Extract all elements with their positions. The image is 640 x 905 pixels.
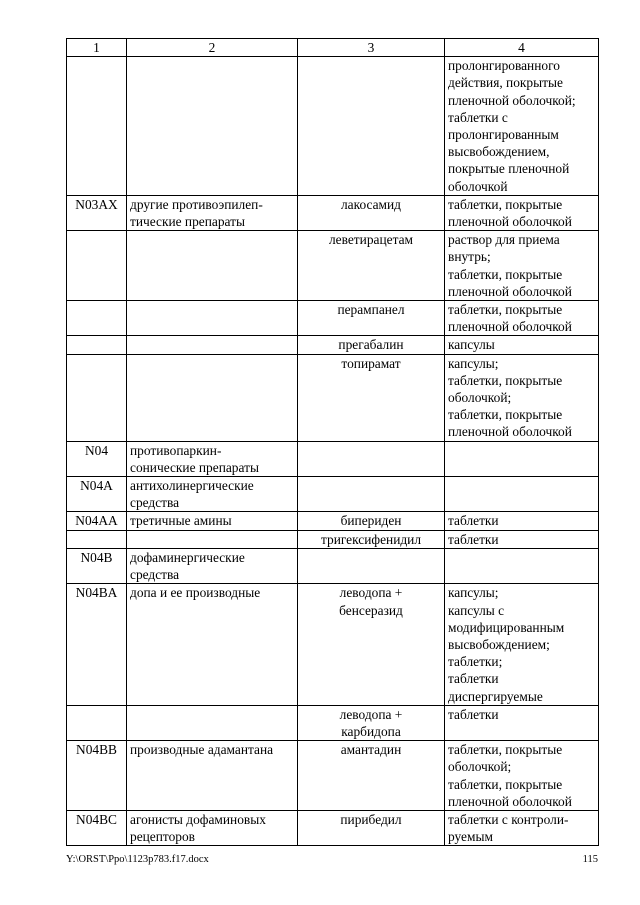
atc-code-cell bbox=[67, 354, 127, 441]
cell-line: пленочной оболочкой bbox=[448, 319, 572, 335]
cell-line: таблетки, покрытые bbox=[448, 196, 563, 212]
cell-line: антихолинергические bbox=[130, 478, 254, 494]
cell-line: леводопа + bbox=[339, 706, 403, 722]
atc-code-cell bbox=[67, 477, 127, 512]
drug-name-cell bbox=[298, 512, 445, 530]
cell-line: таблетки bbox=[448, 671, 499, 687]
cell-line: прегабалин bbox=[338, 337, 404, 353]
cell-line: сонические препараты bbox=[130, 459, 259, 475]
cell-line: действия, покрытые bbox=[448, 75, 563, 91]
cell-line: пленочной оболочкой bbox=[448, 214, 572, 230]
cell-line: таблетки, покрытые bbox=[448, 302, 563, 318]
group-name-cell bbox=[127, 512, 298, 530]
cell-line: пролонгированного bbox=[448, 58, 560, 74]
cell-line: таблетки bbox=[448, 531, 499, 547]
cell-line: капсулы bbox=[448, 337, 495, 353]
cell-line: другие противоэпилеп- bbox=[130, 196, 263, 212]
table-body bbox=[67, 57, 599, 846]
dosage-form-cell bbox=[445, 705, 599, 740]
cell-line: лакосамид bbox=[341, 196, 401, 212]
cell-line: таблетки, покрытые bbox=[448, 742, 563, 758]
table-row bbox=[67, 477, 599, 512]
group-name-cell bbox=[127, 441, 298, 476]
group-name-cell bbox=[127, 741, 298, 811]
atc-code-cell bbox=[67, 231, 127, 301]
table-row bbox=[67, 741, 599, 811]
cell-line: N04BA bbox=[75, 585, 118, 601]
dosage-form-cell bbox=[445, 741, 599, 811]
cell-line: оболочкой; bbox=[448, 759, 512, 775]
cell-line: высвобождением; bbox=[448, 636, 550, 652]
group-name-cell bbox=[127, 810, 298, 845]
cell-line: таблетки с bbox=[448, 109, 508, 125]
table-header-row bbox=[67, 39, 599, 57]
group-name-cell bbox=[127, 477, 298, 512]
group-name-cell bbox=[127, 301, 298, 336]
group-name-cell bbox=[127, 548, 298, 583]
table-row bbox=[67, 301, 599, 336]
atc-code-cell bbox=[67, 512, 127, 530]
cell-line: N04B bbox=[80, 549, 113, 565]
drug-name-cell bbox=[298, 441, 445, 476]
cell-line: леветирацетам bbox=[328, 232, 413, 248]
group-name-cell bbox=[127, 584, 298, 705]
column-header: 4 bbox=[445, 39, 599, 57]
atc-code-cell bbox=[67, 741, 127, 811]
drug-name-cell bbox=[298, 810, 445, 845]
table-row bbox=[67, 231, 599, 301]
cell-line: N04BB bbox=[76, 742, 117, 758]
cell-line: карбидопа bbox=[341, 723, 401, 739]
table-row bbox=[67, 195, 599, 230]
column-header: 3 bbox=[298, 39, 445, 57]
table-row bbox=[67, 57, 599, 196]
table-row bbox=[67, 705, 599, 740]
atc-code-cell bbox=[67, 195, 127, 230]
cell-line: амантадин bbox=[340, 742, 402, 758]
cell-line: допа и ее производные bbox=[130, 585, 261, 601]
drug-name-cell bbox=[298, 354, 445, 441]
drug-name-cell bbox=[298, 301, 445, 336]
dosage-form-cell bbox=[445, 584, 599, 705]
cell-line: капсулы; bbox=[448, 585, 499, 601]
cell-line: производные адамантана bbox=[130, 742, 274, 758]
cell-line: таблетки bbox=[448, 513, 499, 529]
table-row bbox=[67, 336, 599, 354]
cell-line: тические препараты bbox=[130, 214, 245, 230]
cell-line: пленочной оболочкой; bbox=[448, 92, 576, 108]
atc-code-cell bbox=[67, 548, 127, 583]
cell-line: таблетки, покрытые bbox=[448, 407, 563, 423]
dosage-form-cell bbox=[445, 548, 599, 583]
atc-code-cell bbox=[67, 810, 127, 845]
drug-name-cell bbox=[298, 336, 445, 354]
cell-line: бенсеразид bbox=[339, 602, 403, 618]
cell-line: перампанел bbox=[337, 302, 405, 318]
cell-line: раствор для приема bbox=[448, 232, 560, 248]
atc-code-cell bbox=[67, 301, 127, 336]
cell-line: пленочной оболочкой bbox=[448, 283, 572, 299]
group-name-cell bbox=[127, 57, 298, 196]
drug-name-cell bbox=[298, 57, 445, 196]
cell-line: топирамат bbox=[341, 355, 401, 371]
drug-name-cell bbox=[298, 584, 445, 705]
table-row bbox=[67, 584, 599, 705]
table-row bbox=[67, 530, 599, 548]
atc-code-cell bbox=[67, 584, 127, 705]
cell-line: агонисты дофаминовых bbox=[130, 811, 266, 827]
atc-code-cell bbox=[67, 336, 127, 354]
group-name-cell bbox=[127, 705, 298, 740]
cell-line: средства bbox=[130, 495, 180, 511]
cell-line: руемым bbox=[448, 829, 493, 845]
atc-code-cell bbox=[67, 530, 127, 548]
cell-line: высвобождением, bbox=[448, 144, 550, 160]
footer-file-path: Y:\ORST\Ppo\1123p783.f17.docx bbox=[66, 854, 209, 865]
drug-name-cell bbox=[298, 195, 445, 230]
group-name-cell bbox=[127, 336, 298, 354]
cell-line: капсулы; bbox=[448, 355, 499, 371]
group-name-cell bbox=[127, 354, 298, 441]
table-row bbox=[67, 512, 599, 530]
dosage-form-cell bbox=[445, 530, 599, 548]
cell-line: диспергируемые bbox=[448, 688, 543, 704]
group-name-cell bbox=[127, 195, 298, 230]
cell-line: таблетки, покрытые bbox=[448, 266, 563, 282]
cell-line: внутрь; bbox=[448, 249, 491, 265]
cell-line: N04AA bbox=[75, 513, 118, 529]
cell-line: N03AX bbox=[75, 196, 118, 212]
drug-name-cell bbox=[298, 705, 445, 740]
cell-line: таблетки, покрытые bbox=[448, 372, 563, 388]
dosage-form-cell bbox=[445, 231, 599, 301]
drug-table bbox=[66, 38, 599, 846]
cell-line: оболочкой; bbox=[448, 390, 512, 406]
cell-line: средства bbox=[130, 567, 180, 583]
cell-line: пирибедил bbox=[340, 811, 402, 827]
column-header: 2 bbox=[127, 39, 298, 57]
cell-line: рецепторов bbox=[130, 829, 195, 845]
cell-line: тригексифенидил bbox=[320, 531, 422, 547]
cell-line: таблетки; bbox=[448, 654, 503, 670]
cell-line: дофаминергические bbox=[130, 549, 245, 565]
cell-line: пленочной оболочкой bbox=[448, 424, 572, 440]
cell-line: леводопа + bbox=[339, 585, 403, 601]
dosage-form-cell bbox=[445, 301, 599, 336]
cell-line: капсулы с bbox=[448, 602, 505, 618]
cell-line: оболочкой bbox=[448, 178, 508, 194]
drug-name-cell bbox=[298, 231, 445, 301]
dosage-form-cell bbox=[445, 354, 599, 441]
table-row bbox=[67, 441, 599, 476]
dosage-form-cell bbox=[445, 810, 599, 845]
table-row bbox=[67, 810, 599, 845]
dosage-form-cell bbox=[445, 195, 599, 230]
table-row bbox=[67, 548, 599, 583]
cell-line: таблетки с контроли- bbox=[448, 811, 569, 827]
group-name-cell bbox=[127, 231, 298, 301]
drug-name-cell bbox=[298, 530, 445, 548]
cell-line: таблетки bbox=[448, 706, 499, 722]
drug-name-cell bbox=[298, 548, 445, 583]
cell-line: N04 bbox=[84, 442, 109, 458]
cell-line: противопаркин- bbox=[130, 442, 222, 458]
cell-line: третичные амины bbox=[130, 513, 232, 529]
cell-line: N04BC bbox=[76, 811, 117, 827]
drug-name-cell bbox=[298, 477, 445, 512]
dosage-form-cell bbox=[445, 512, 599, 530]
table-row bbox=[67, 354, 599, 441]
cell-line: пролонгированным bbox=[448, 127, 559, 143]
dosage-form-cell bbox=[445, 336, 599, 354]
cell-line: N04A bbox=[80, 478, 113, 494]
dosage-form-cell bbox=[445, 441, 599, 476]
cell-line: таблетки, покрытые bbox=[448, 776, 563, 792]
drug-name-cell bbox=[298, 741, 445, 811]
dosage-form-cell bbox=[445, 477, 599, 512]
dosage-form-cell bbox=[445, 57, 599, 196]
group-name-cell bbox=[127, 530, 298, 548]
cell-line: модифицированным bbox=[448, 619, 565, 635]
footer-page-number: 115 bbox=[582, 854, 598, 865]
atc-code-cell bbox=[67, 705, 127, 740]
cell-line: покрытые пленочной bbox=[448, 161, 570, 177]
atc-code-cell bbox=[67, 57, 127, 196]
cell-line: пленочной оболочкой bbox=[448, 793, 572, 809]
cell-line: бипериден bbox=[340, 513, 402, 529]
atc-code-cell bbox=[67, 441, 127, 476]
column-header: 1 bbox=[67, 39, 127, 57]
